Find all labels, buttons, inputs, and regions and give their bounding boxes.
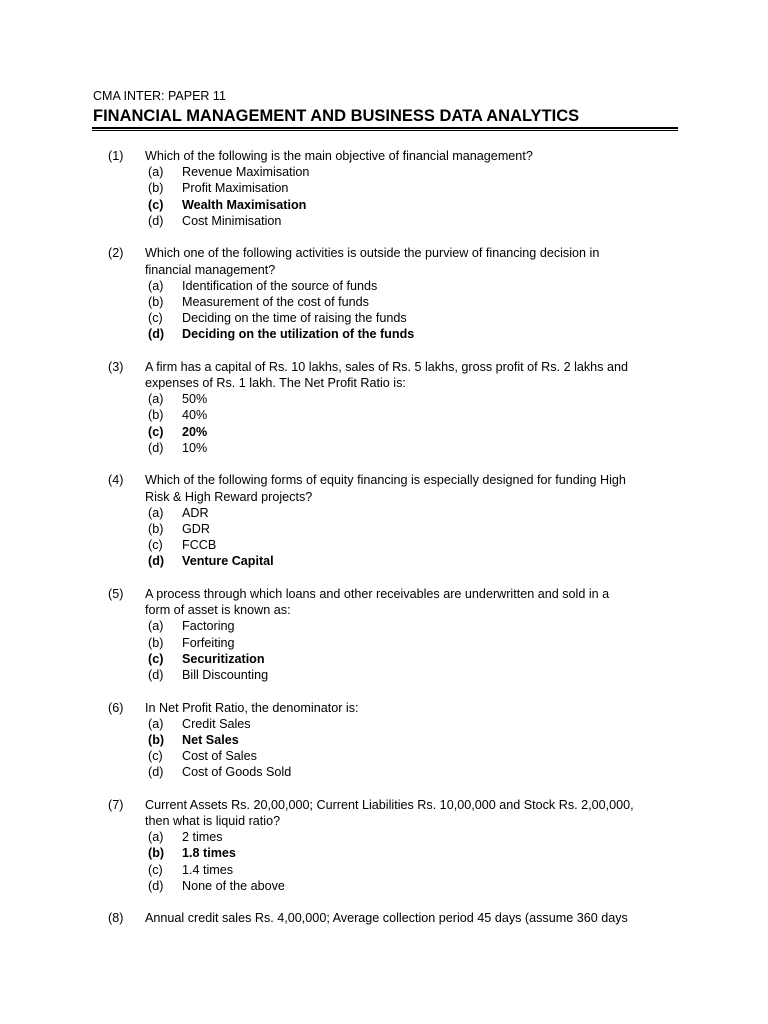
option-text: FCCB <box>182 538 217 553</box>
answer-option <box>0 310 768 326</box>
option-text: Securitization <box>182 651 265 666</box>
option-letter: (d) <box>148 213 164 228</box>
answer-option <box>0 294 768 310</box>
option-text: Cost of Goods Sold <box>182 765 292 780</box>
option-text: 1.8 times <box>182 846 236 861</box>
option-text: 50% <box>182 392 208 407</box>
option-text: Deciding on the utilization of the funds <box>182 327 415 342</box>
option-text: Deciding on the time of raising the funds <box>182 311 407 326</box>
option-letter: (c) <box>148 424 164 439</box>
answer-option <box>0 213 768 229</box>
question-item <box>0 586 768 683</box>
option-letter: (d) <box>148 878 164 893</box>
question-number: (7) <box>108 797 124 812</box>
option-text: 10% <box>182 440 208 455</box>
question-list <box>0 148 768 943</box>
question-text: A process through which loans and other receivables are underwritten and sold in a form of asset is known as: <box>145 586 610 618</box>
question-text: In Net Profit Ratio, the denominator is: <box>145 700 359 715</box>
option-letter: (a) <box>148 619 164 634</box>
option-text: Factoring <box>182 619 235 634</box>
answer-option <box>0 716 768 732</box>
answer-option <box>0 862 768 878</box>
answer-option <box>0 829 768 845</box>
answer-option <box>0 391 768 407</box>
option-letter: (c) <box>148 311 163 326</box>
question-number: (2) <box>108 246 124 261</box>
question-item <box>0 472 768 569</box>
option-letter: (a) <box>148 505 164 520</box>
option-letter: (a) <box>148 830 164 845</box>
answer-option <box>0 278 768 294</box>
question-item <box>0 797 768 894</box>
option-letter: (d) <box>148 765 164 780</box>
answer-option <box>0 618 768 634</box>
answer-option-correct <box>0 326 768 342</box>
question-item <box>0 359 768 456</box>
option-text: GDR <box>182 522 210 537</box>
option-letter: (c) <box>148 651 164 666</box>
answer-option-correct <box>0 845 768 861</box>
answer-option <box>0 635 768 651</box>
question-number: (1) <box>108 149 124 163</box>
answer-option-correct <box>0 424 768 440</box>
question-number: (8) <box>108 911 124 926</box>
option-letter: (b) <box>148 732 165 747</box>
option-letter: (d) <box>148 440 164 455</box>
answer-option <box>0 505 768 521</box>
answer-option <box>0 667 768 683</box>
option-text: Measurement of the cost of funds <box>182 294 369 309</box>
question-item <box>0 148 768 229</box>
question-item <box>0 910 768 926</box>
option-text: Forfeiting <box>182 635 235 650</box>
option-text: Cost of Sales <box>182 749 257 764</box>
option-text: Revenue Maximisation <box>182 165 310 180</box>
question-text: Which of the following forms of equity financing is especially designed for funding High Risk & High Reward projects? <box>145 473 626 504</box>
question-number: (3) <box>108 359 124 374</box>
answer-option <box>0 537 768 553</box>
answer-option <box>0 748 768 764</box>
option-text: Identification of the source of funds <box>182 278 378 293</box>
option-letter: (a) <box>148 165 164 180</box>
option-text: Venture Capital <box>182 554 274 569</box>
answer-option-correct <box>0 651 768 667</box>
answer-option-correct <box>0 732 768 748</box>
option-letter: (a) <box>148 278 164 293</box>
question-text: A firm has a capital of Rs. 10 lakhs, sales of Rs. 5 lakhs, gross profit of Rs. 2 lakhs and expenses of Rs. 1 lakh. The Net Profit Ratio is: <box>145 359 628 391</box>
option-text: Bill Discounting <box>182 667 269 682</box>
paper-subtitle: CMA INTER: PAPER 11 <box>93 89 226 103</box>
option-text: Cost Minimisation <box>182 213 282 228</box>
question-item <box>0 700 768 781</box>
header-divider <box>92 127 678 131</box>
answer-option <box>0 407 768 423</box>
option-letter: (b) <box>148 181 164 196</box>
answer-option-correct <box>0 197 768 213</box>
option-text: 2 times <box>182 830 223 845</box>
option-letter: (a) <box>148 392 164 407</box>
answer-option <box>0 440 768 456</box>
option-letter: (d) <box>148 327 165 342</box>
option-letter: (b) <box>148 294 164 309</box>
question-number: (6) <box>108 700 124 715</box>
question-item <box>0 245 768 342</box>
option-letter: (c) <box>148 538 163 553</box>
option-letter: (c) <box>148 862 163 877</box>
question-text: Current Assets Rs. 20,00,000; Current Liabilities Rs. 10,00,000 and Stock Rs. 2,00,000, then what is liquid ratio? <box>145 797 634 829</box>
option-letter: (c) <box>148 749 163 764</box>
option-letter: (a) <box>148 716 164 731</box>
option-text: 1.4 times <box>182 862 234 877</box>
option-text: None of the above <box>182 878 285 893</box>
document-header <box>93 88 678 127</box>
answer-option <box>0 164 768 180</box>
option-letter: (b) <box>148 408 164 423</box>
question-number: (5) <box>108 586 124 601</box>
answer-option <box>0 878 768 894</box>
answer-option-correct <box>0 553 768 569</box>
question-text: Which one of the following activities is outside the purview of financing decision in financial management? <box>145 246 600 277</box>
option-text: ADR <box>182 505 209 520</box>
option-letter: (b) <box>148 635 164 650</box>
option-text: 20% <box>182 424 208 439</box>
option-letter: (d) <box>148 554 165 569</box>
option-letter: (b) <box>148 846 165 861</box>
option-text: Net Sales <box>182 732 239 747</box>
answer-option <box>0 180 768 196</box>
question-number: (4) <box>108 473 124 488</box>
option-text: 40% <box>182 408 208 423</box>
option-text: Credit Sales <box>182 716 251 731</box>
question-text: Which of the following is the main objective of financial management? <box>145 149 533 163</box>
option-letter: (d) <box>148 667 164 682</box>
option-text: Wealth Maximisation <box>182 197 307 212</box>
answer-option <box>0 764 768 780</box>
answer-option <box>0 521 768 537</box>
option-letter: (c) <box>148 197 164 212</box>
question-text: Annual credit sales Rs. 4,00,000; Average collection period 45 days (assume 360 days <box>145 911 628 926</box>
option-text: Profit Maximisation <box>182 181 289 196</box>
option-letter: (b) <box>148 522 164 537</box>
paper-title: FINANCIAL MANAGEMENT AND BUSINESS DATA ANALYTICS <box>93 107 580 125</box>
